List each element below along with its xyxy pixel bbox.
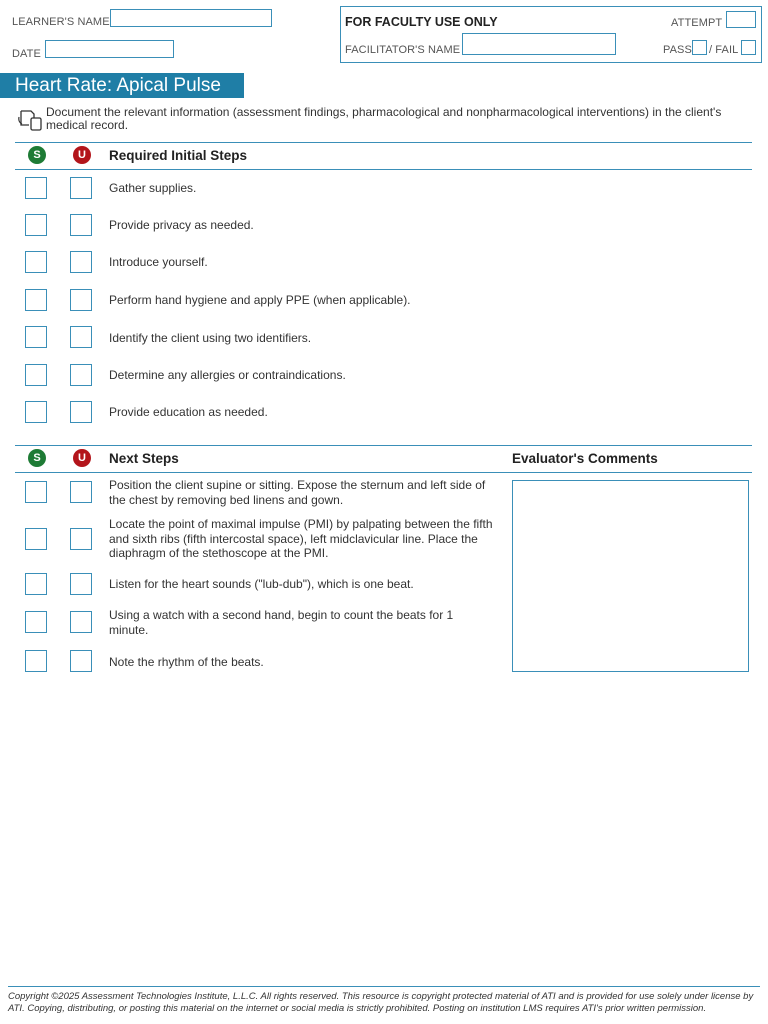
satisfactory-checkbox[interactable]: [25, 364, 47, 386]
faculty-use-title: FOR FACULTY USE ONLY: [345, 15, 498, 29]
unsatisfactory-badge: U: [73, 449, 91, 467]
section2-header-divider: [15, 472, 752, 473]
attempt-field[interactable]: [726, 11, 756, 28]
evaluator-comments-field[interactable]: [512, 480, 749, 672]
unsatisfactory-checkbox[interactable]: [70, 214, 92, 236]
unsatisfactory-checkbox[interactable]: [70, 528, 92, 550]
documentation-instruction: Document the relevant information (assessment findings, pharmacological and nonpharmacological interventions) in the client's medical record.: [46, 105, 722, 132]
date-field[interactable]: [45, 40, 174, 58]
unsatisfactory-checkbox[interactable]: [70, 289, 92, 311]
section1-top-divider: [15, 142, 752, 143]
satisfactory-checkbox[interactable]: [25, 177, 47, 199]
step-text: Provide education as needed.: [109, 405, 268, 419]
section2-top-divider: [15, 445, 752, 446]
satisfactory-checkbox[interactable]: [25, 481, 47, 503]
satisfactory-checkbox[interactable]: [25, 214, 47, 236]
step-text: Note the rhythm of the beats.: [109, 655, 264, 669]
unsatisfactory-checkbox[interactable]: [70, 611, 92, 633]
satisfactory-badge: S: [28, 146, 46, 164]
unsatisfactory-checkbox[interactable]: [70, 401, 92, 423]
step-text: Using a watch with a second hand, begin to count the beats for 1 minute.: [109, 608, 454, 637]
learner-name-field[interactable]: [110, 9, 272, 27]
satisfactory-checkbox[interactable]: [25, 650, 47, 672]
step-text: Position the client supine or sitting. Expose the sternum and left side of the chest by removing bed linens and gown.: [109, 478, 486, 507]
copyright-footer: Copyright ©2025 Assessment Technologies Institute, L.L.C. All rights reserved. This resource is copyright protected material of ATI and is provided for use solely under license by ATI. Copying, distributing, or posting this material on the internet or social media is strictly prohibited. Posting on institution LMS requires ATI's prior written permission.: [8, 991, 754, 1014]
pass-label: PASS: [663, 44, 692, 56]
step-text: Perform hand hygiene and apply PPE (when applicable).: [109, 293, 411, 307]
unsatisfactory-checkbox[interactable]: [70, 364, 92, 386]
fail-checkbox[interactable]: [741, 40, 756, 55]
unsatisfactory-checkbox[interactable]: [70, 650, 92, 672]
required-initial-steps-heading: Required Initial Steps: [109, 148, 248, 163]
satisfactory-checkbox[interactable]: [25, 611, 47, 633]
unsatisfactory-badge: U: [73, 146, 91, 164]
facilitator-name-field[interactable]: [462, 33, 616, 55]
satisfactory-checkbox[interactable]: [25, 289, 47, 311]
step-text: Introduce yourself.: [109, 255, 208, 269]
step-text: Locate the point of maximal impulse (PMI) by palpating between the fifth and sixth ribs (fifth intercostal space), left midclavicular line. Place the diaphragm of the stethoscope at the PMI.: [109, 517, 493, 560]
footer-divider: [8, 986, 760, 987]
unsatisfactory-checkbox[interactable]: [70, 481, 92, 503]
step-text: Gather supplies.: [109, 181, 197, 195]
section1-header-divider: [15, 169, 752, 170]
faculty-use-box: [340, 6, 762, 63]
satisfactory-checkbox[interactable]: [25, 251, 47, 273]
step-text: Provide privacy as needed.: [109, 218, 254, 232]
unsatisfactory-checkbox[interactable]: [70, 177, 92, 199]
step-text: Listen for the heart sounds ("lub-dub"), which is one beat.: [109, 577, 414, 591]
next-steps-heading: Next Steps: [109, 451, 179, 466]
unsatisfactory-checkbox[interactable]: [70, 251, 92, 273]
satisfactory-checkbox[interactable]: [25, 401, 47, 423]
step-text: Determine any allergies or contraindications.: [109, 368, 346, 382]
evaluator-comments-heading: Evaluator's Comments: [512, 451, 658, 466]
facilitator-name-label: FACILITATOR'S NAME: [345, 44, 461, 56]
attempt-label: ATTEMPT: [671, 17, 723, 29]
step-text: Identify the client using two identifiers.: [109, 331, 312, 345]
unsatisfactory-checkbox[interactable]: [70, 573, 92, 595]
learner-name-label: LEARNER'S NAME: [12, 16, 110, 28]
fail-label: / FAIL: [709, 44, 739, 56]
satisfactory-badge: S: [28, 449, 46, 467]
satisfactory-checkbox[interactable]: [25, 573, 47, 595]
page-title: Heart Rate: Apical Pulse: [0, 73, 244, 98]
document-copy-icon: [18, 109, 44, 131]
pass-checkbox[interactable]: [692, 40, 707, 55]
unsatisfactory-checkbox[interactable]: [70, 326, 92, 348]
satisfactory-checkbox[interactable]: [25, 528, 47, 550]
date-label: DATE: [12, 48, 41, 60]
satisfactory-checkbox[interactable]: [25, 326, 47, 348]
